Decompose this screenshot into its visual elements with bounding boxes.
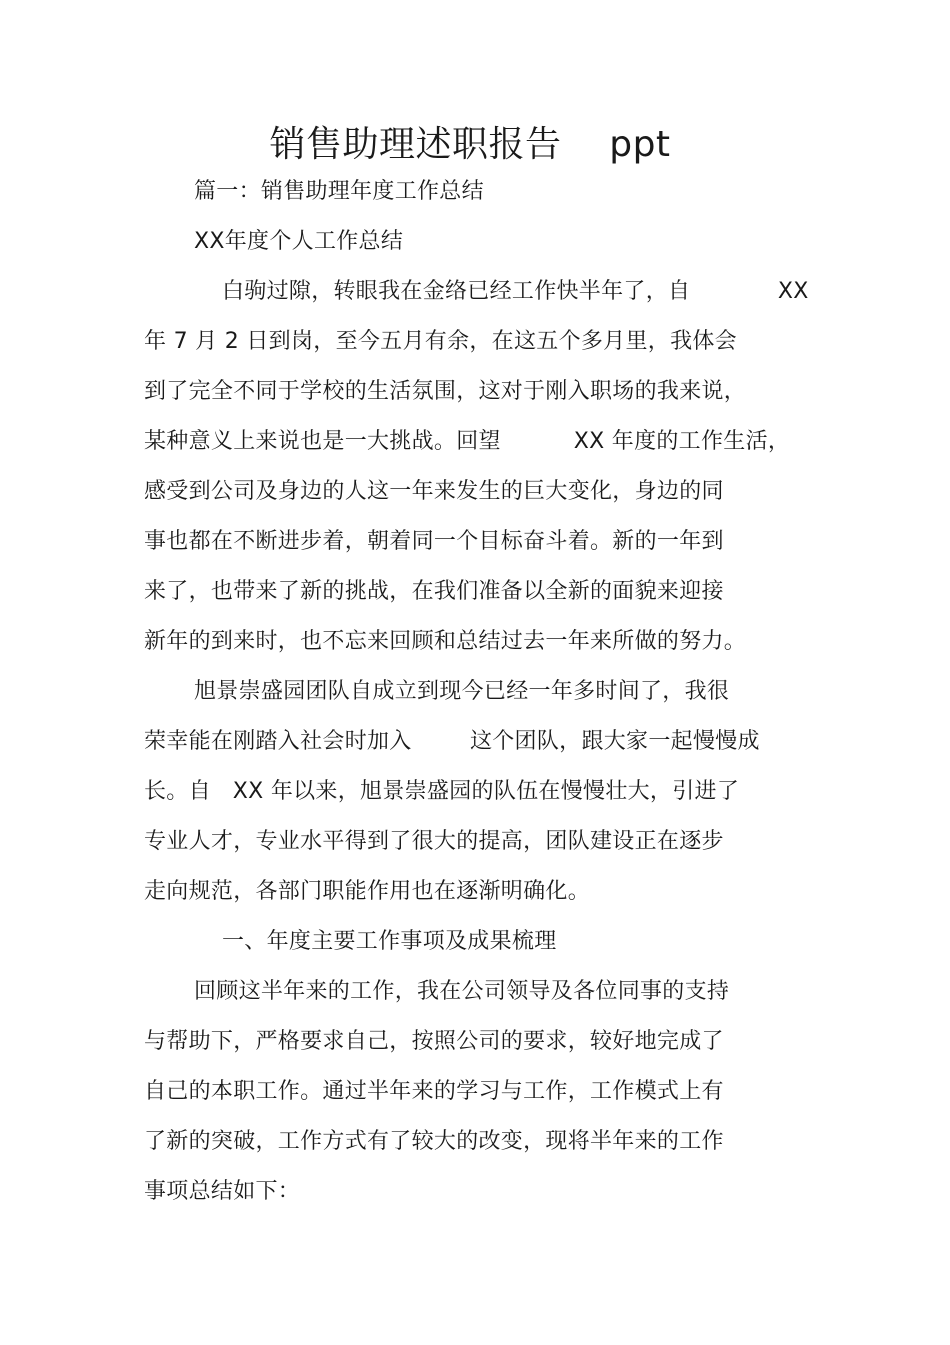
paragraph-line: 荣幸能在刚踏入社会时加入 这个团队，跟大家一起慢慢成 (144, 729, 760, 754)
paragraph-line: 长。自 XX 年以来，旭景崇盛园的队伍在慢慢壮大，引进了 (144, 779, 740, 804)
subheading: XX年度个人工作总结 (194, 229, 404, 254)
paragraph-line: 专业人才，专业水平得到了很大的提高，团队建设正在逐步 (144, 829, 724, 854)
paragraph-line: 自己的本职工作。通过半年来的学习与工作，工作模式上有 (144, 1079, 724, 1104)
document-title: 销售助理述职报告 ppt (269, 124, 671, 165)
paragraph-line: 事也都在不断进步着，朝着同一个目标奋斗着。新的一年到 (144, 529, 724, 554)
paragraph-line: 走向规范，各部门职能作用也在逐渐明确化。 (144, 879, 591, 904)
section-heading-2: 一、年度主要工作事项及成果梳理 (222, 929, 557, 954)
paragraph-line: 事项总结如下： (144, 1179, 301, 1204)
paragraph-line: 了新的突破，工作方式有了较大的改变，现将半年来的工作 (144, 1129, 724, 1154)
paragraph-line: 与帮助下，严格要求自己，按照公司的要求，较好地完成了 (144, 1029, 724, 1054)
paragraph-line: 回顾这半年来的工作，我在公司领导及各位同事的支持 (194, 979, 730, 1004)
section-heading-1: 篇一：销售助理年度工作总结 (194, 179, 484, 204)
paragraph-line: 感受到公司及身边的人这一年来发生的巨大变化，身边的同 (144, 479, 724, 504)
paragraph-line: 旭景崇盛园团队自成立到现今已经一年多时间了，我很 (194, 679, 730, 704)
paragraph-line: 白驹过隙，转眼我在金络已经工作快半年了，自 XX (222, 279, 809, 304)
paragraph-line: 年 7 月 2 日到岗，至今五月有余，在这五个多月里，我体会 (144, 329, 737, 354)
paragraph-line: 某种意义上来说也是一大挑战。回望 XX 年度的工作生活， (144, 429, 791, 454)
paragraph-line: 新年的到来时，也不忘来回顾和总结过去一年来所做的努力。 (144, 629, 747, 654)
paragraph-line: 到了完全不同于学校的生活氛围，这对于刚入职场的我来说， (144, 379, 747, 404)
paragraph-line: 来了，也带来了新的挑战，在我们准备以全新的面貌来迎接 (144, 579, 724, 604)
